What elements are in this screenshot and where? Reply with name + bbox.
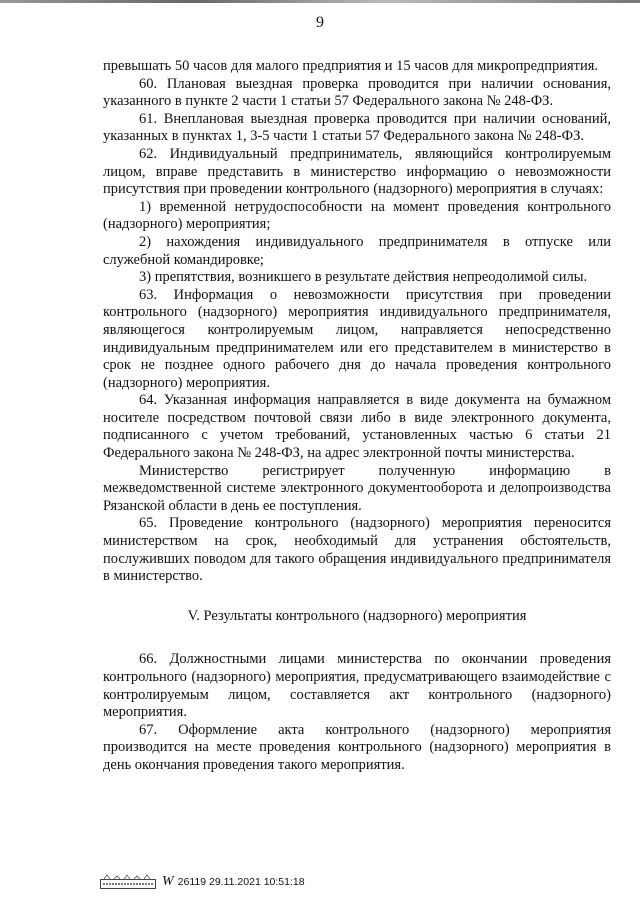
paragraph: 61. Внеплановая выездная проверка проводится при наличии оснований, указанных в пунктах 1, 3-5 части 1 статьи 57 Федерального закона № 248-ФЗ. (103, 110, 611, 145)
paragraph: 66. Должностными лицами министерства по окончании проведения контрольного (надзорного) мероприятия, предусматривающего взаимодействие с контролируемым лицом, составляется акт контрольного (надзорного) мероприятия. (103, 651, 611, 721)
paragraph: Министерство регистрирует полученную информацию в межведомственной системе электронного документооборота и делопроизводства Рязанской области в день ее поступления. (103, 462, 611, 514)
paragraph: 63. Информация о невозможности присутствия при проведении контрольного (надзорного) мероприятия индивидуального предпринимателя, являющегося контролируемым лицом, направляется непосредственно индивидуальным предпринимателем или его представителем в министерство в срок не позднее одного рабочего дня до начала проведения контрольного (надзорного) мероприятия. (103, 286, 611, 391)
paragraph: 2) нахождения индивидуального предпринимателя в отпуске или служебной командировке; (103, 233, 611, 268)
paragraph: 65. Проведение контрольного (надзорного) мероприятия переносится министерством на срок, необходимый для устранения обстоятельств, послуживших поводом для такого обращения индивидуального предпринимателя в министерство. (103, 515, 611, 585)
paragraph: 67. Оформление акта контрольного (надзорного) мероприятия производится на месте проведения контрольного (надзорного) мероприятия в день окончания проведения такого мероприятия. (103, 721, 611, 773)
section-heading: V. Результаты контрольного (надзорного) мероприятия (187, 607, 527, 624)
paragraph-group-b (103, 651, 611, 774)
paragraph: 60. Плановая выездная проверка проводится при наличии основания, указанного в пункте 2 части 1 статьи 57 Федерального закона № 248-ФЗ. (103, 75, 611, 110)
document-footer (100, 872, 305, 892)
footer-symbol: W (162, 874, 174, 889)
paragraph: 64. Указанная информация направляется в виде документа на бумажном носителе посредством почтовой связи либо в виде электронного документа, подписанного с учетом требований, установленных частью 6 статьи 21 Федерального закона № 248-ФЗ, на адрес электронной почты министерства. (103, 392, 611, 462)
scan-edge (0, 0, 640, 3)
footer-doc-info: 26119 29.11.2021 10:51:18 (177, 876, 305, 888)
document-body (103, 58, 611, 775)
page-number: 9 (316, 14, 324, 31)
paragraph: 62. Индивидуальный предприниматель, являющийся контролируемым лицом, вправе представить в министерство информацию о невозможности присутствия при проведении контрольного (надзорного) мероприятия в случаях: (103, 145, 611, 198)
registration-stamp-icon (100, 874, 156, 890)
paragraph: 3) препятствия, возникшего в результате действия непреодолимой силы. (139, 269, 588, 286)
paragraph: 1) временной нетрудоспособности на момент проведения контрольного (надзорного) мероприятия; (103, 198, 611, 233)
paragraph: превышать 50 часов для малого предприятия и 15 часов для микропредприятия. (103, 58, 599, 74)
paragraph-group-a (103, 58, 611, 586)
